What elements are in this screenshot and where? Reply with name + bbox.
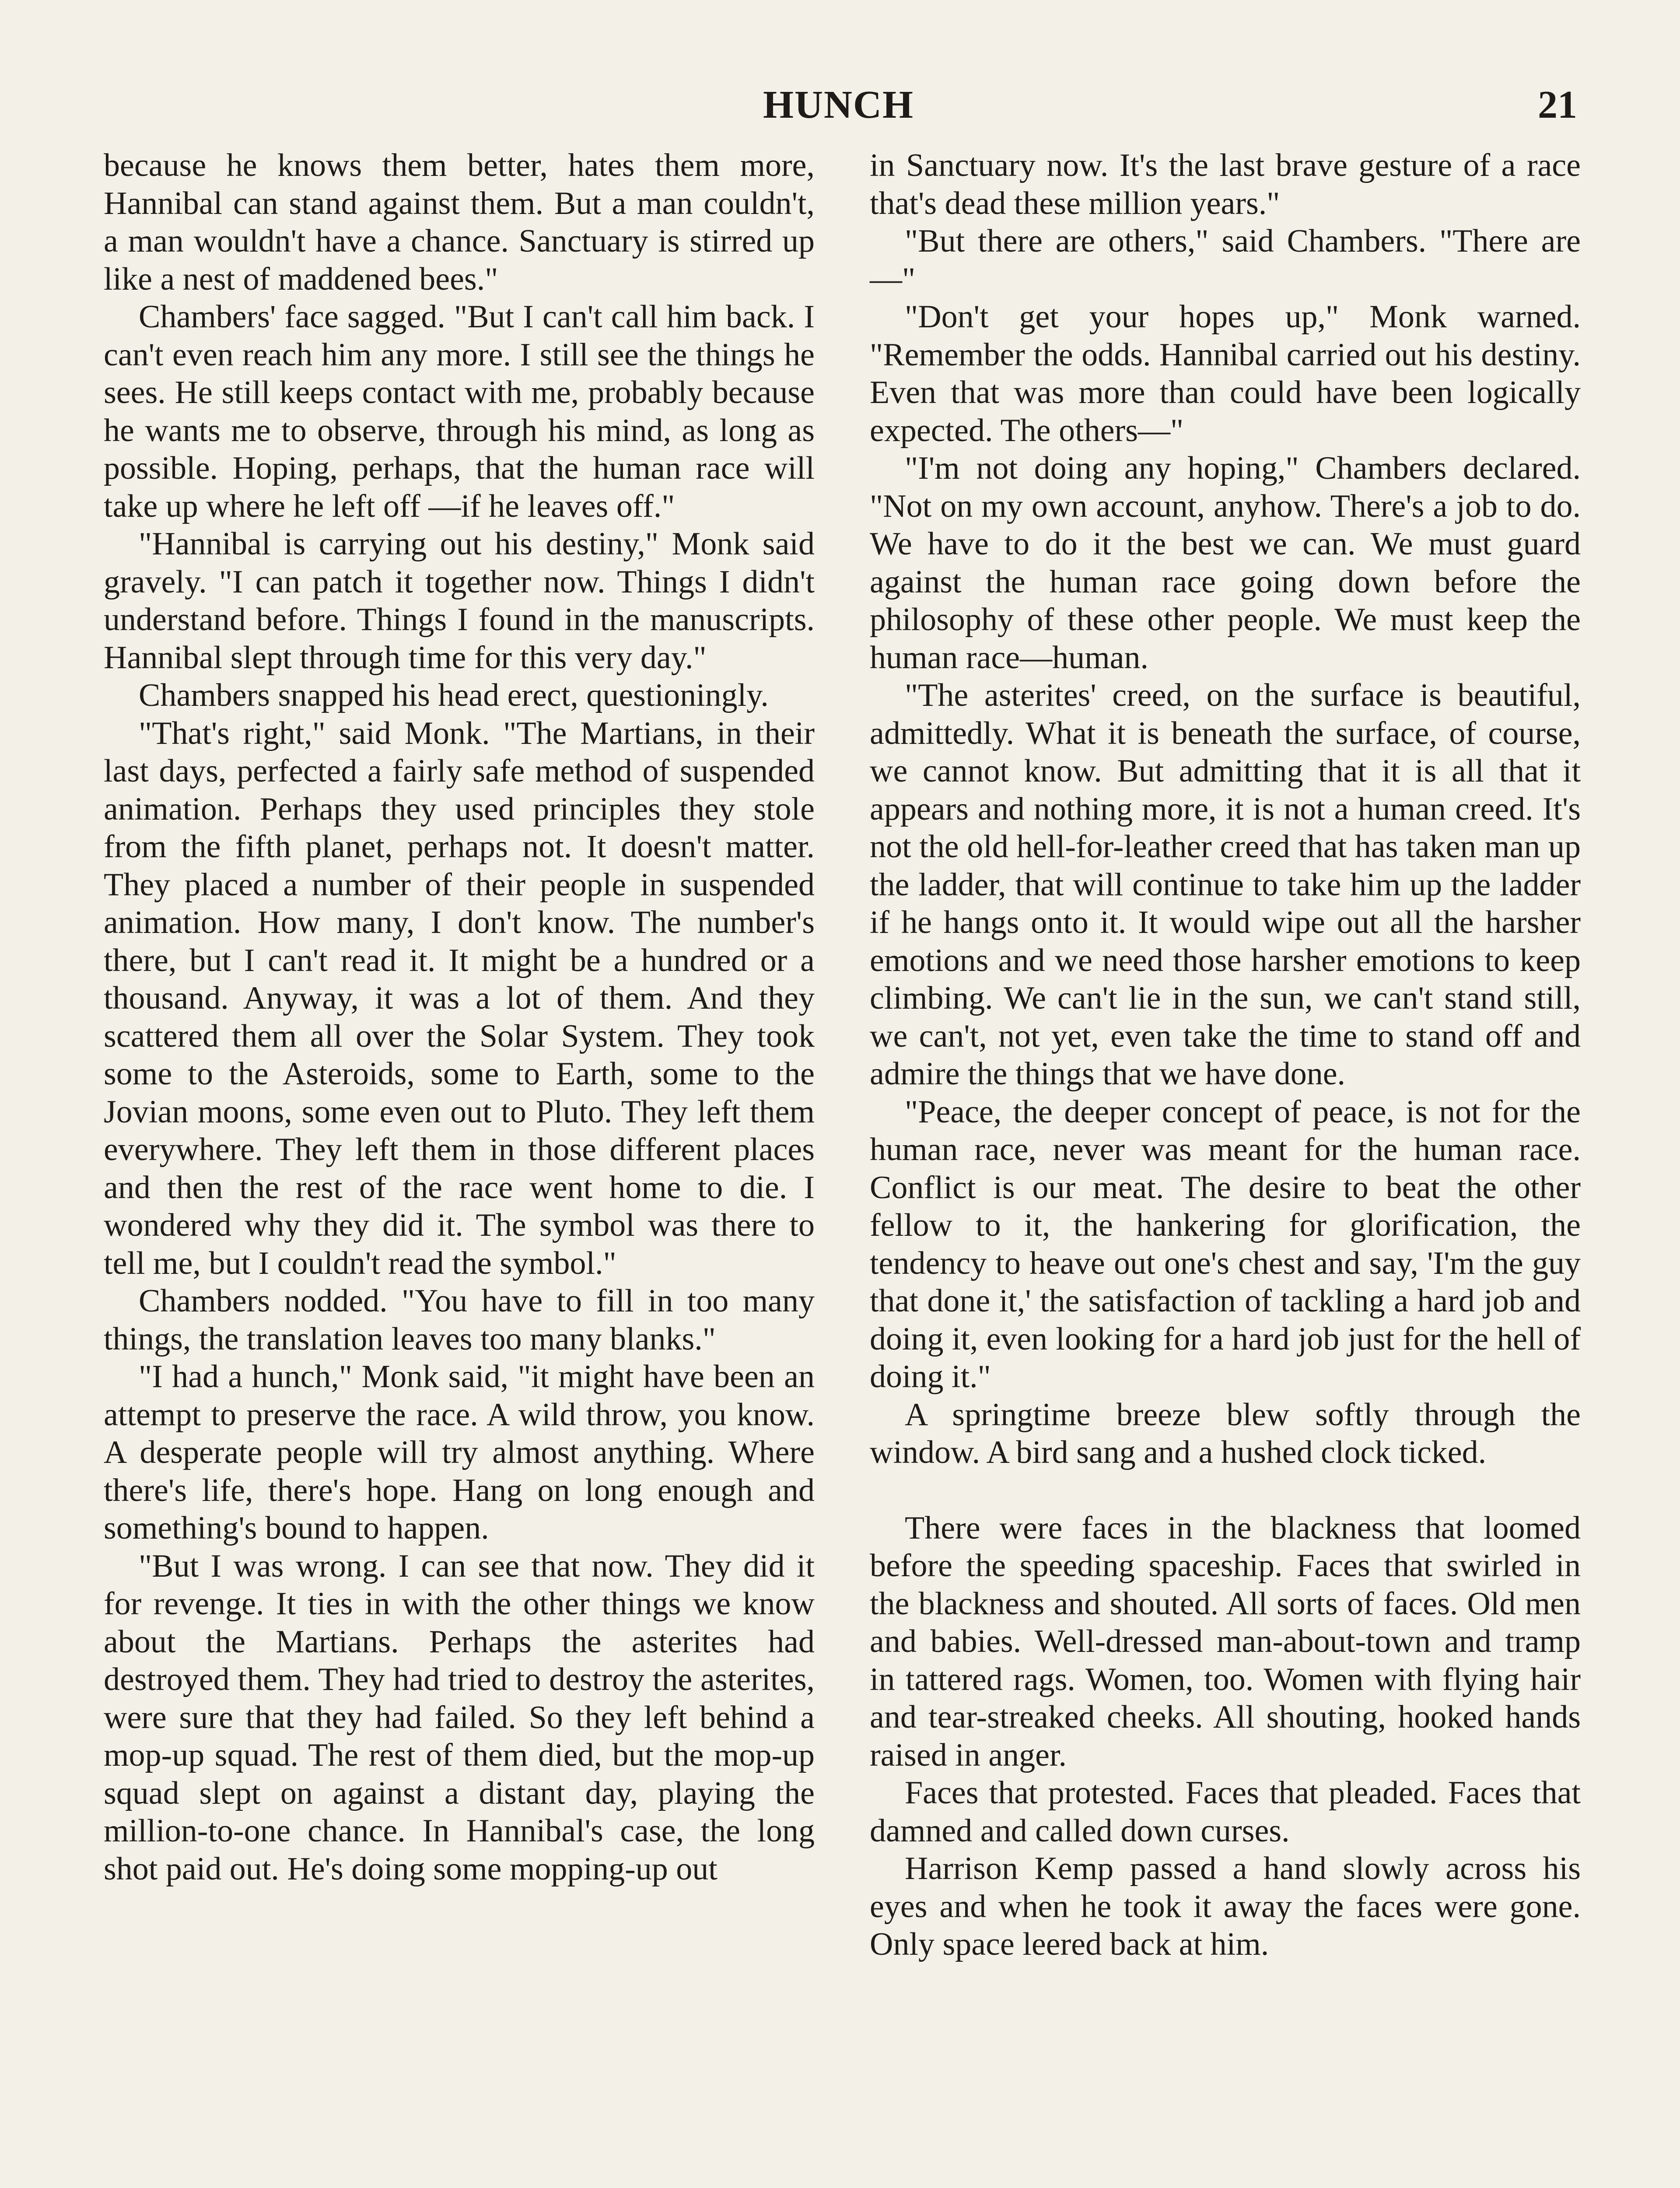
left-column (104, 147, 815, 1888)
paragraph: Chambers' face sagged. "But I can't call him back. I can't even reach him any more. I still see the things he sees. He still keeps contact with me, probably because he wants me to observe, through his mind, as long as possible. Hoping, perhaps, that the human race will take up where he left off —if he leaves off." (104, 299, 815, 524)
paragraph: "But there are others," said Chambers. "There are—" (870, 223, 1581, 297)
paragraph: "That's right," said Monk. "The Martians, in their last days, perfected a fairly safe method of suspended animation. Perhaps they used principles they stole from the fifth planet, perhaps not. It doesn't matter. They placed a number of their people in suspended animation. How many, I don't know. The number's there, but I can't read it. It might be a hundred or a thousand. Anyway, it was a lot of them. And they scattered them all over the Solar System. They took some to the Asteroids, some to Earth, some to the Jovian moons, some even out to Pluto. They left them everywhere. They left them in those different places and then the rest of the race went home to die. I wondered why they did it. The symbol was there to tell me, but I couldn't read the symbol." (104, 715, 815, 1281)
paragraph: "But I was wrong. I can see that now. They did it for revenge. It ties in with the other things we know about the Martians. Perhaps the asterites had destroyed them. They had tried to destroy the asterites, were sure that they had failed. So they left behind a mop-up squad. The rest of them died, but the mop-up squad slept on against a distant day, playing the million-to-one chance. In Hannibal's case, the long shot paid out. He's doing some mopping-up out (104, 1548, 815, 1887)
paragraph: Faces that protested. Faces that pleaded. Faces that damned and called down curses. (870, 1775, 1581, 1849)
paragraph: Harrison Kemp passed a hand slowly across his eyes and when he took it away the faces were gone. Only space leered back at him. (870, 1851, 1581, 1962)
running-head: HUNCH (763, 83, 914, 126)
paragraph: Chambers nodded. "You have to fill in too many things, the translation leaves too many blanks." (104, 1283, 815, 1357)
paragraph: "Hannibal is carrying out his destiny," Monk said gravely. "I can patch it together now. Things I didn't understand before. Things I found in the manuscripts. Hannibal slept through time for this very day." (104, 526, 815, 676)
paragraph: Chambers snapped his head erect, questioningly. (139, 677, 769, 713)
paragraph: "I had a hunch," Monk said, "it might have been an attempt to preserve the race. A wild throw, you know. A desperate people will try almost anything. Where there's life, there's hope. Hang on long enough and something's bound to happen. (104, 1359, 815, 1546)
paragraph: "Peace, the deeper concept of peace, is not for the human race, never was meant for the human race. Conflict is our meat. The desire to beat the other fellow to it, the hankering for glorification, the tendency to heave out one's chest and say, 'I'm the guy that done it,' the satisfaction of tackling a hard job and doing it, even looking for a hard job just for the hell of doing it." (870, 1094, 1581, 1395)
paragraph: "The asterites' creed, on the surface is beautiful, admittedly. What it is beneath the surface, of course, we cannot know. But admitting that it is all that it appears and nothing more, it is not a human creed. It's not the old hell-for-leather creed that has taken man up the ladder, that will continue to take him up the ladder if he hangs onto it. It would wipe out all the harsher emotions and we need those harsher emotions to keep climbing. We can't lie in the sun, we can't stand still, we can't, not yet, even take the time to stand off and admire the things that we have done. (870, 677, 1581, 1092)
paragraph: in Sanctuary now. It's the last brave gesture of a race that's dead these million years." (870, 147, 1581, 221)
page-header (0, 81, 1680, 129)
paragraph: "I'm not doing any hoping," Chambers declared. "Not on my own account, anyhow. There's a job to do. We have to do it the best we can. We must guard against the human race going down before the philosophy of these other people. We must keep the human race—human. (870, 450, 1581, 676)
right-column (870, 147, 1581, 1964)
page-number: 21 (1538, 83, 1577, 126)
paragraph: A springtime breeze blew softly through the window. A bird sang and a hushed clock ticked. (870, 1396, 1581, 1470)
paragraph: There were faces in the blackness that loomed before the speeding spaceship. Faces that swirled in the blackness and shouted. All sorts of faces. Old men and babies. Well-dressed man-about-town and tramp in tattered rags. Women, too. Women with flying hair and tear-streaked cheeks. All shouting, hooked hands raised in anger. (870, 1510, 1581, 1773)
paragraph: "Don't get your hopes up," Monk warned. "Remember the odds. Hannibal carried out his destiny. Even that was more than could have been logically expected. The others—" (870, 299, 1581, 449)
paragraph: because he knows them better, hates them more, Hannibal can stand against them. But a man couldn't, a man wouldn't have a chance. Sanctuary is stirred up like a nest of maddened bees." (104, 147, 815, 297)
